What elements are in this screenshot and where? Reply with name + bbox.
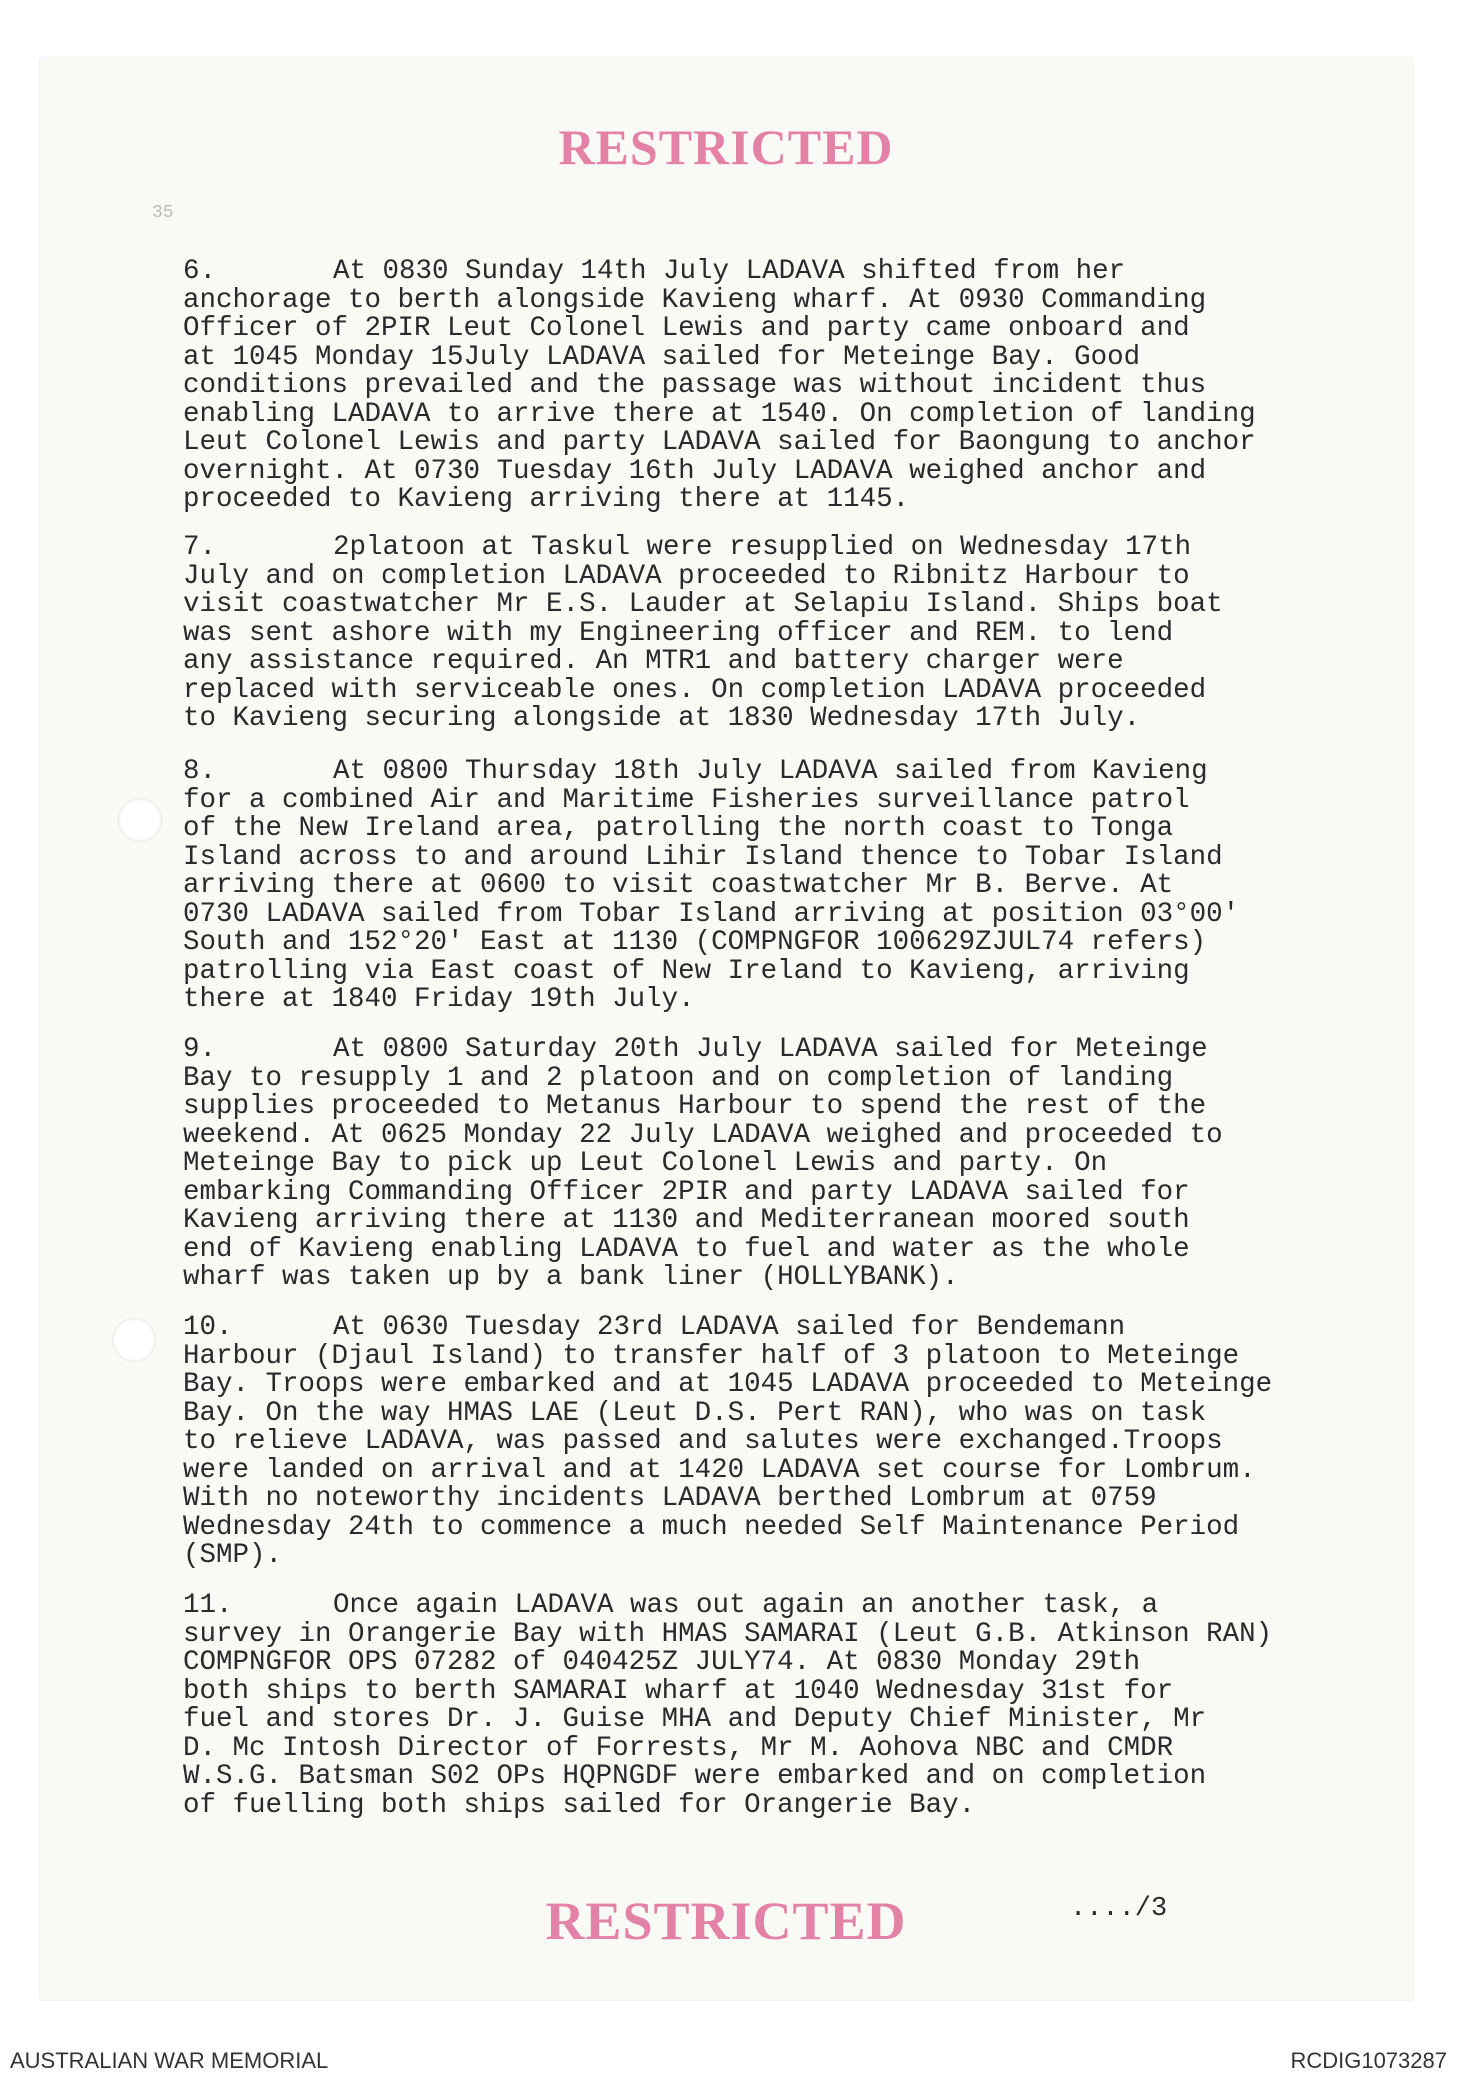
paragraph-9: 9. At 0800 Saturday 20th July LADAVA sailed for Meteinge Bay to resupply 1 and 2 platoon and on completion of landing supplies proceeded to Metanus Harbour to spend the rest of the weekend. At 0625 Monday 22 July LADAVA weighed and proceeded to Meteinge Bay to pick up Leut Colonel Lewis and party. On embarking Commanding Officer 2PIR and party LADAVA sailed for Kavieng arriving there at 1130 and Mediterranean moored south end of Kavieng enabling LADAVA to fuel and water as the whole wharf was taken up by a bank liner (HOLLYBANK). (183, 1034, 1223, 1293)
document-page (40, 58, 1412, 2000)
paragraph-6: 6. At 0830 Sunday 14th July LADAVA shifted from her anchorage to berth alongside Kavieng wharf. At 0930 Commanding Officer of 2PIR Leut Colonel Lewis and party came onboard and at 1045 Monday 15July LADAVA sailed for Meteinge Bay. Good conditions prevailed and the passage was without incident thus enabling LADAVA to arrive there at 1540. On completion of landing Leut Colonel Lewis and party LADAVA sailed for Baongung to anchor overnight. At 0730 Tuesday 16th July LADAVA weighed anchor and proceeded to Kavieng arriving there at 1145. (183, 256, 1256, 515)
punch-hole-bottom (112, 1318, 156, 1362)
paragraph-number: 9. (183, 1034, 217, 1065)
paragraph-number: 8. (183, 756, 217, 787)
paragraph-number: 6. (183, 256, 217, 287)
paragraph-10: 10. At 0630 Tuesday 23rd LADAVA sailed for Bendemann Harbour (Djaul Island) to transfer half of 3 platoon to Meteinge Bay. Troops were embarked and at 1045 LADAVA proceeded to Meteinge Bay. On the way HMAS LAE (Leut D.S. Pert RAN), who was on task to relieve LADAVA, was passed and salutes were exchanged.Troops were landed on arrival and at 1420 LADAVA set course for Lombrum. With no noteworthy incidents LADAVA berthed Lombrum at 0759 Wednesday 24th to commence a much needed Self Maintenance Period (SMP). (183, 1312, 1273, 1571)
margin-mark: 35 (152, 203, 174, 223)
paragraph-8: 8. At 0800 Thursday 18th July LADAVA sailed from Kavieng for a combined Air and Maritime Fisheries surveillance patrol of the New Ireland area, patrolling the north coast to Tonga Island across to and around Lihir Island thence to Tobar Island arriving there at 0600 to visit coastwatcher Mr B. Berve. At 0730 LADAVA sailed from Tobar Island arriving at position 03°00' South and 152°20' East at 1130 (COMPNGFOR 100629ZJUL74 refers) patrolling via East coast of New Ireland to Kavieng, arriving there at 1840 Friday 19th July. (183, 756, 1240, 1015)
page-continuation: ..../3 (1070, 1894, 1168, 1924)
paragraph-number: 11. (183, 1590, 233, 1621)
archive-credit: AUSTRALIAN WAR MEMORIAL (10, 2048, 329, 2073)
archive-id: RCDIG1073287 (1290, 2048, 1447, 2073)
restricted-stamp-top: RESTRICTED (558, 119, 894, 175)
restricted-stamp-bottom: RESTRICTED (545, 1891, 907, 1951)
punch-hole-top (118, 798, 162, 842)
paragraph-number: 7. (183, 532, 217, 563)
paragraph-7: 7. 2platoon at Taskul were resupplied on Wednesday 17th July and on completion LADAVA proceeded to Ribnitz Harbour to visit coastwatcher Mr E.S. Lauder at Selapiu Island. Ships boat was sent ashore with my Engineering officer and REM. to lend any assistance required. An MTR1 and battery charger were replaced with serviceable ones. On completion LADAVA proceeded to Kavieng securing alongside at 1830 Wednesday 17th July. (183, 532, 1223, 734)
paragraph-11: 11. Once again LADAVA was out again an another task, a survey in Orangerie Bay with HMAS SAMARAI (Leut G.B. Atkinson RAN) COMPNGFOR OPS 07282 of 040425Z JULY74. At 0830 Monday 29th both ships to berth SAMARAI wharf at 1040 Wednesday 31st for fuel and stores Dr. J. Guise MHA and Deputy Chief Minister, Mr D. Mc Intosh Director of Forrests, Mr M. Aohova NBC and CMDR W.S.G. Batsman S02 OPs HQPNGDF were embarked and on completion of fuelling both ships sailed for Orangerie Bay. (183, 1590, 1273, 1821)
paragraph-number: 10. (183, 1312, 233, 1343)
